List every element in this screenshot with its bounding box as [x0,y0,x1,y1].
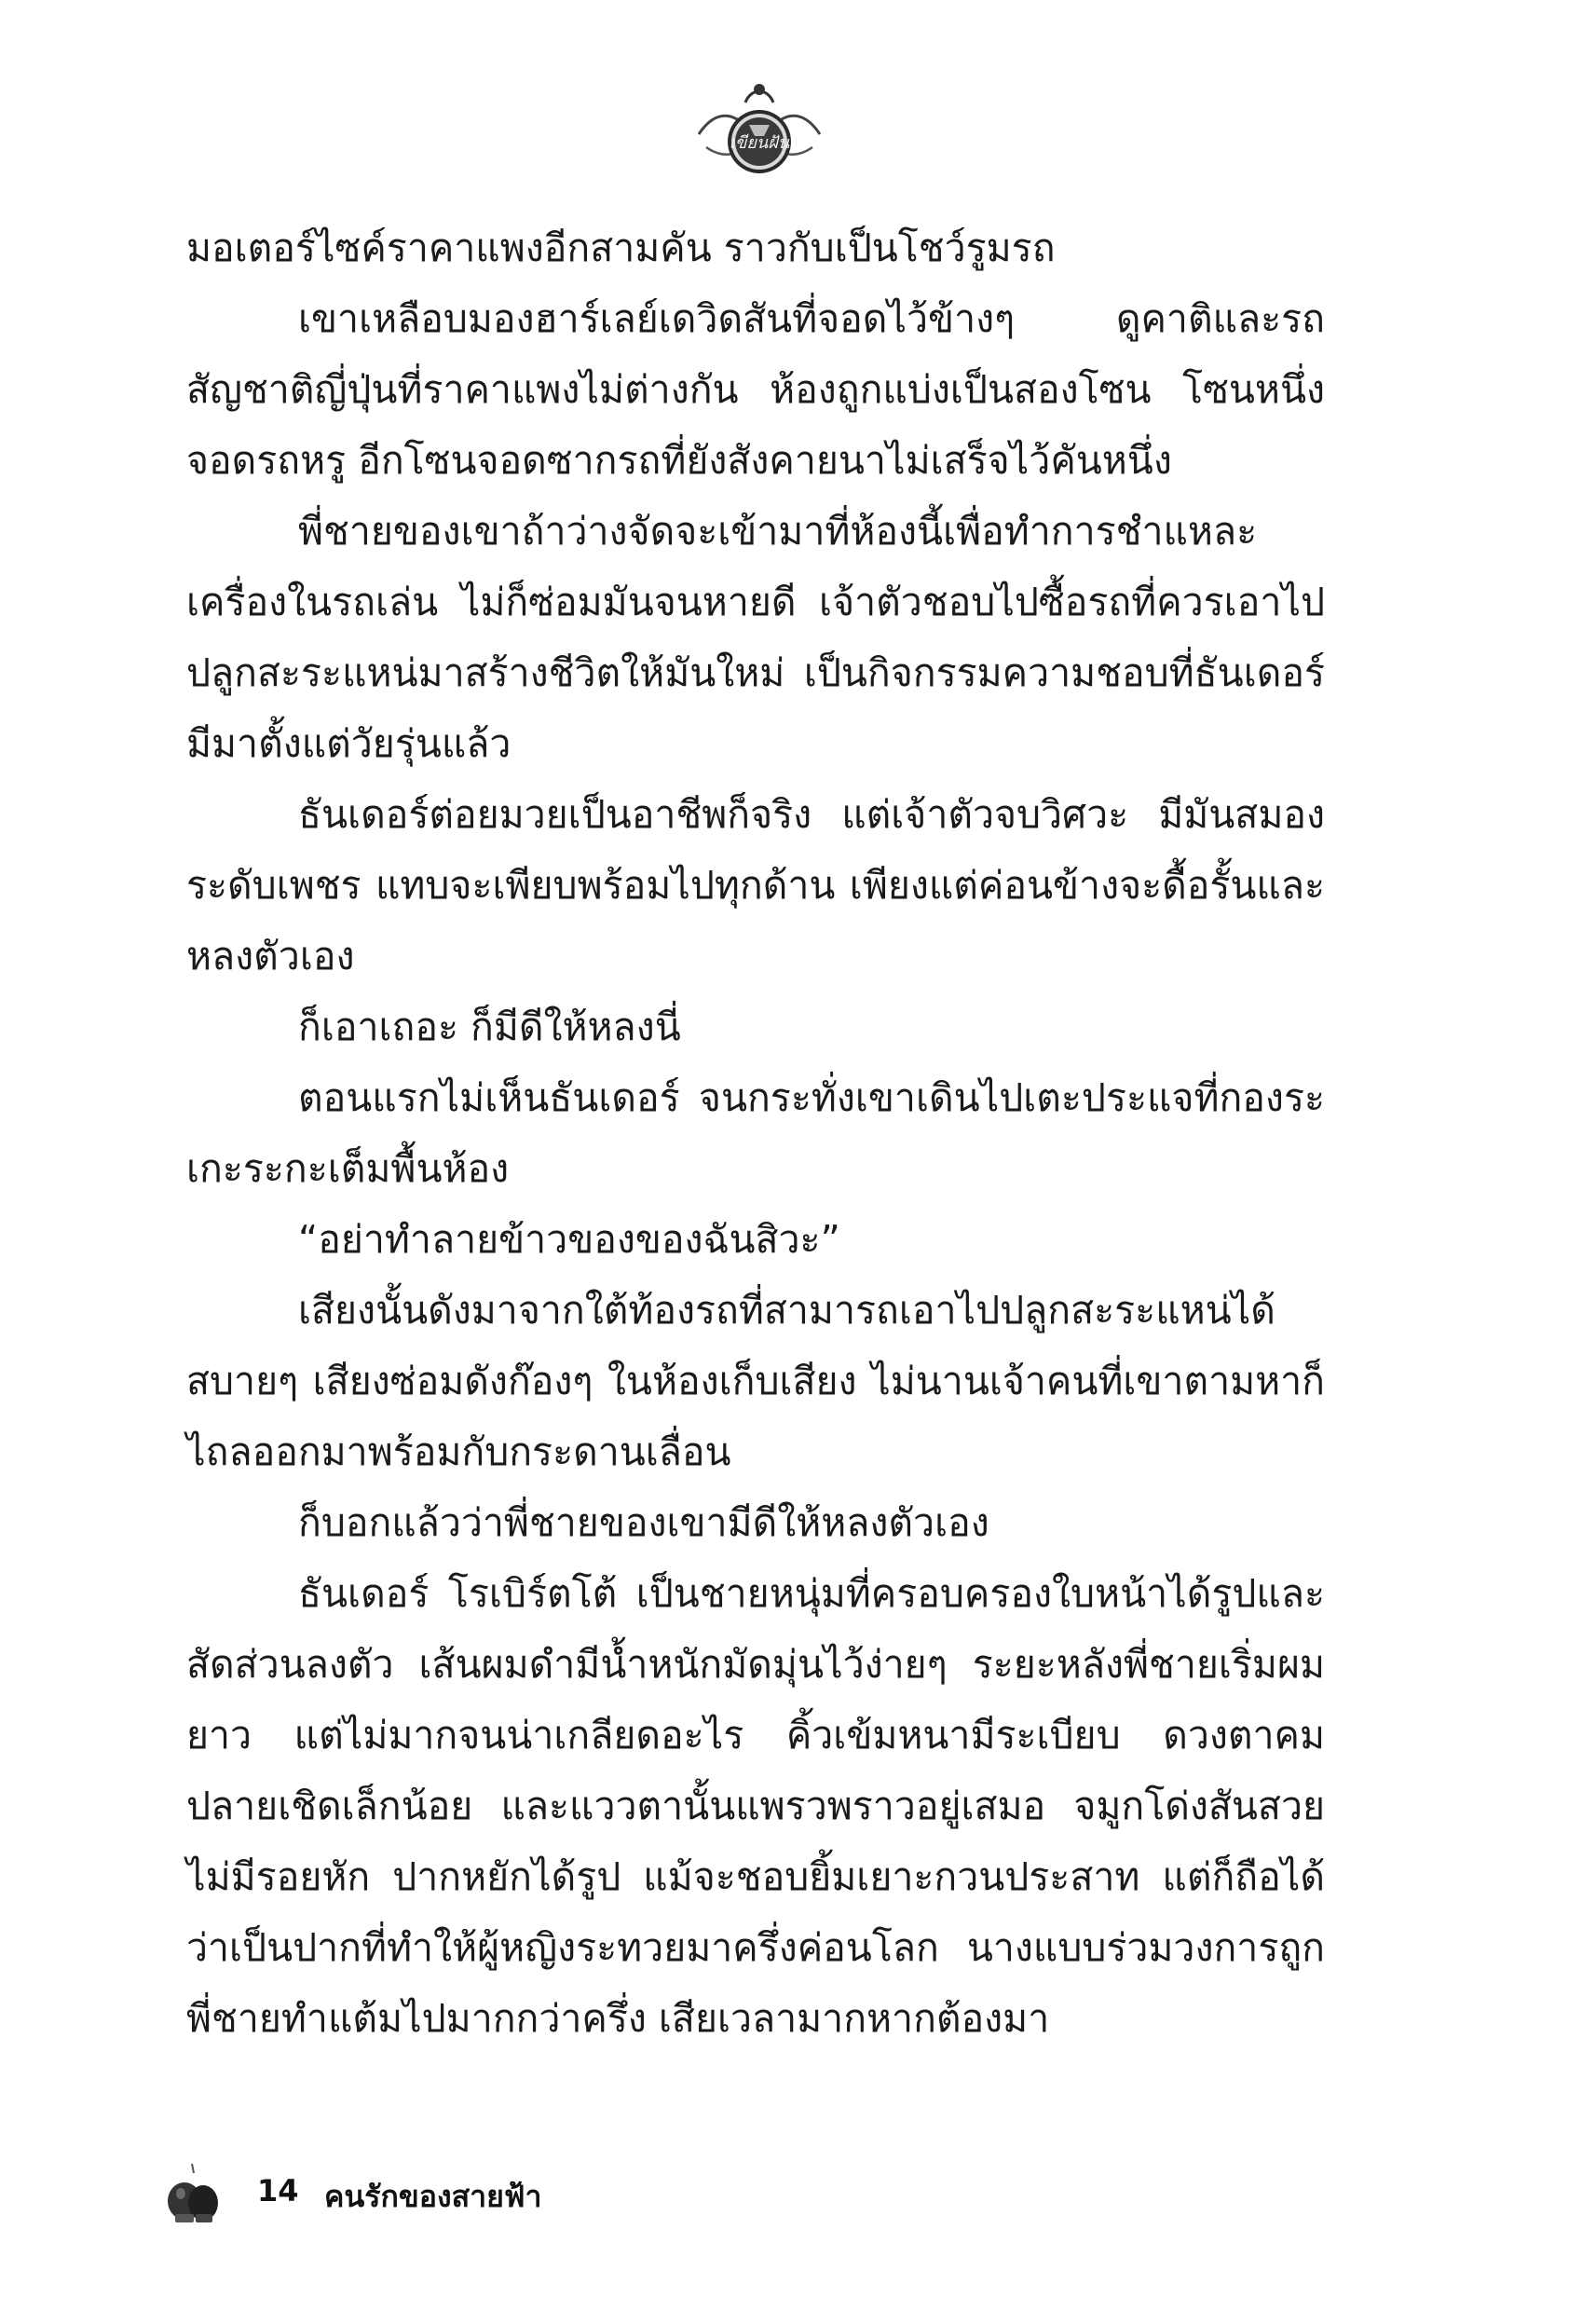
emblem-logo-text: เขียนฝัน [729,133,790,153]
paragraph-4: ธันเดอร์ต่อยมวยเป็นอาชีพก็จริง แต่เจ้าตัวจบวิศวะ มีมันสมองระดับเพชร แทบจะเพียบพร้อมไปทุกด้าน เพียงแต่ค่อนข้างจะดื้อรั้นและหลงตัวเอง [186,792,1325,978]
paragraph-2: เขาเหลือบมองฮาร์เลย์เดวิดสันที่จอดไว้ข้างๆ ดูคาติและรถสัญชาติญี่ปุ่นที่ราคาแพงไม่ต่างกัน ห้องถูกแบ่งเป็นสองโซน โซนหนึ่งจอดรถหรู อีกโซนจอดซากรถที่ยังสังคายนาไม่เสร็จไว้คันหนึ่ง [186,296,1325,483]
page-footer [164,2160,909,2225]
paragraph-10: ธันเดอร์ โรเบิร์ตโต้ เป็นชายหนุ่มที่ครอบครองใบหน้าได้รูปและสัดส่วนลงตัว เส้นผมดำมีน้ำหนักมัดมุ่นไว้ง่ายๆ ระยะหลังพี่ชายเริ่มผมยาว แต่ไม่มากจนน่าเกลียดอะไร คิ้วเข้มหนามีระเบียบ ดวงตาคมปลายเชิดเล็กน้อย และแววตานั้นแพรวพราวอยู่เสมอ จมูกโด่งสันสวยไม่มีรอยหัก ปากหยักได้รูป แม้จะชอบยิ้มเยาะกวนประสาท แต่ก็ถือได้ว่าเป็นปากที่ทำให้ผู้หญิงระทวยมาครึ่งค่อนโลก นางแบบร่วมวงการถูกพี่ชายทำแต้มไปมากกว่าครึ่ง เสียเวลามากหากต้องมา [186,1571,1325,2041]
paragraph-5: ก็เอาเถอะ ก็มีดีให้หลงนี่ [298,1005,681,1049]
page-number: 14 [257,2173,299,2208]
paragraph-3: พี่ชายของเขาถ้าว่างจัดจะเข้ามาที่ห้องนี้เพื่อทำการชำแหละเครื่องในรถเล่น ไม่ก็ซ่อมมันจนหายดี เจ้าตัวชอบไปซื้อรถที่ควรเอาไปปลูกสะระแหน่มาสร้างชีวิตให้มันใหม่ เป็นกิจกรรมความชอบที่ธันเดอร์มีมาตั้งแต่วัยรุ่นแล้ว [186,509,1325,766]
paragraph-6: ตอนแรกไม่เห็นธันเดอร์ จนกระทั่งเขาเดินไปเตะประแจที่กองระเกะระกะเต็มพื้นห้อง [186,1075,1325,1191]
body-text [186,212,1325,2054]
paragraph-8: เสียงนั้นดังมาจากใต้ท้องรถที่สามารถเอาไปปลูกสะระแหน่ได้สบายๆ เสียงซ่อมดังก๊องๆ ในห้องเก็บเสียง ไม่นานเจ้าคนที่เขาตามหาก็ไถลออกมาพร้อมกับกระดานเลื่อน [186,1288,1325,1474]
paragraph-1: มอเตอร์ไซค์ราคาแพงอีกสามคัน ราวกับเป็นโชว์รูมรถ [186,226,1056,270]
publisher-emblem [689,69,829,181]
boxing-glove-icon [164,2160,224,2225]
book-title: คนรักของสายฟ้า [324,2179,542,2214]
paragraph-7: “อย่าทำลายข้าวของของฉันสิวะ” [298,1217,840,1262]
ornament-icon [689,69,829,181]
paragraph-9: ก็บอกแล้วว่าพี่ชายของเขามีดีให้หลงตัวเอง [298,1500,989,1545]
